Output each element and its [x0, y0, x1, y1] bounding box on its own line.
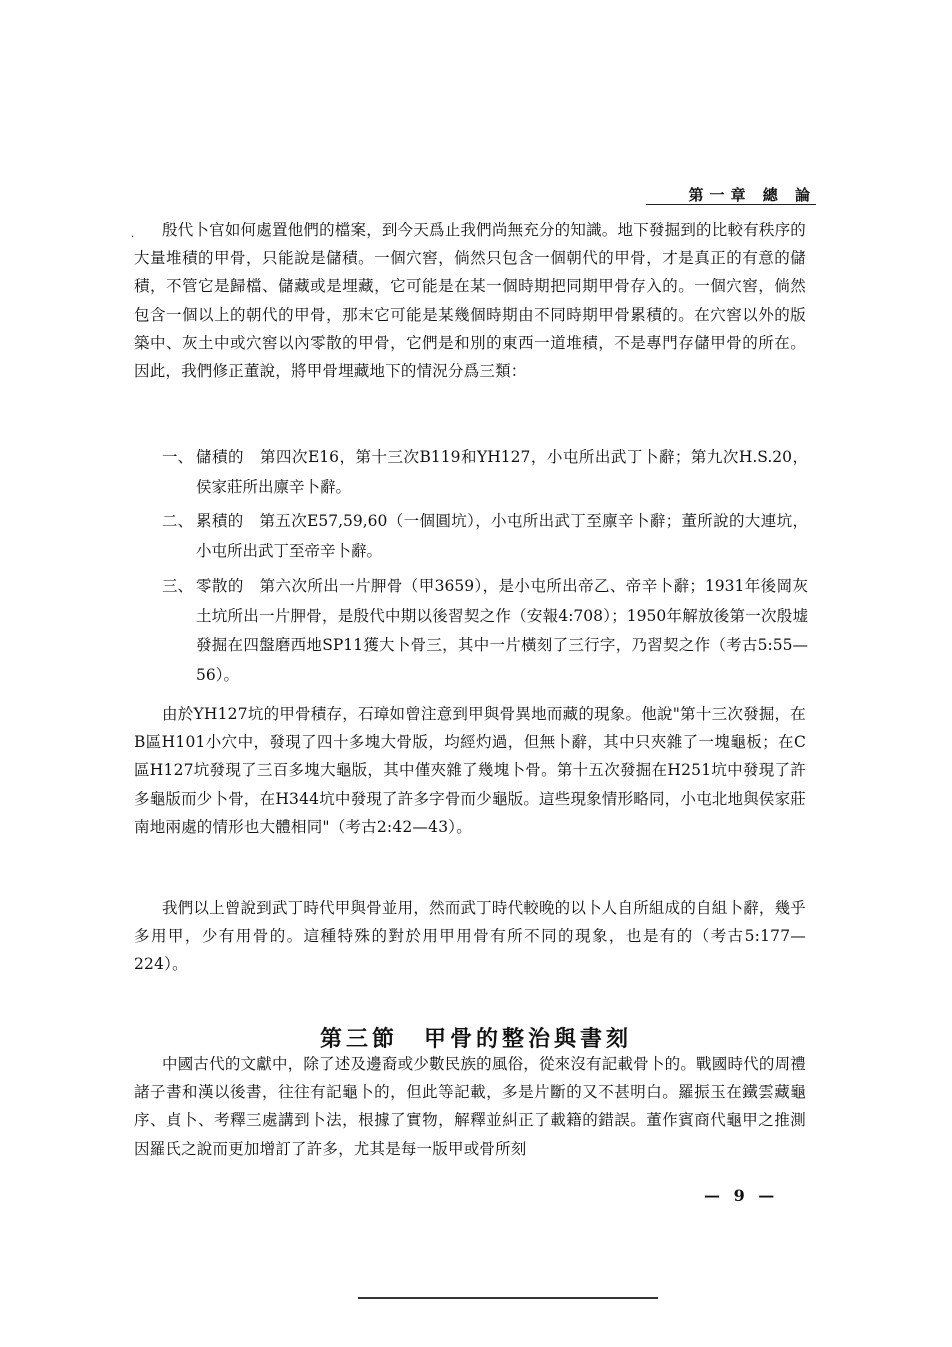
list-item-text: 儲積的 第四次E16，第十三次B119和YH127，小屯所出武丁卜辭；第九次H.S.20，侯家莊所出廪辛卜辭。: [196, 448, 808, 496]
paragraph-section-body: 中國古代的文獻中，除了述及邊裔或少數民族的風俗，從來沒有記載骨卜的。戰國時代的周禮諸子書和漢以後書，往往有記龜卜的，但此等記載，多是片斷的又不甚明白。羅振玉在鐵雲藏龜序、貞卜、考釋三處講到卜法，根據了實物，解釋並糾正了載籍的錯誤。董作賓商代龜甲之推測因羅氏之說而更加增訂了許多，尤其是每一版甲或骨所刻: [134, 1055, 806, 1158]
paragraph-wuding: 我們以上曾說到武丁時代甲與骨並用，然而武丁時代較晚的以卜人自所組成的自組卜辭，幾乎多用甲，少有用骨的。這種特殊的對於用甲用骨有所不同的現象，也是有的（考古5:177—224）。: [134, 899, 806, 974]
running-header: 第一章 總 論: [688, 186, 816, 204]
list-item-number: 一、: [162, 448, 194, 466]
footer-rule: [358, 1297, 658, 1299]
paragraph-intro: 殷代卜官如何處置他們的檔案，到今天爲止我們尚無充分的知識。地下發掘到的比較有秩序的大量堆積的甲骨，只能說是儲積。一個穴窖，倘然只包含一個朝代的甲骨，才是真正的有意的儲積，不管它是歸檔、儲藏或是埋藏，它可能是在某一個時期把同期甲骨存入的。一個穴窖，倘然包含一個以上的朝代的甲骨，那末它可能是某幾個時期由不同時期甲骨累積的。在穴窖以外的版築中、灰土中或穴窖以內零散的甲骨，它們是和別的東西一道堆積，不是專門存儲甲骨的所在。因此，我們修正董說，將甲骨埋藏地下的情況分爲三類：: [134, 221, 806, 381]
list-item-number: 二、: [162, 512, 194, 530]
header-rule: [646, 204, 816, 205]
list-item-number: 三、: [162, 577, 194, 595]
section-title: 第三節 甲骨的整治與書刻: [319, 1026, 632, 1053]
list-item-text: 零散的 第六次所出一片胛骨（甲3659），是小屯所出帝乙、帝辛卜辭；1931年後岡灰土坑所出一片胛骨，是殷代中期以後習契之作（安報4:708）；1950年解放後第一次殷墟發掘在四盤磨西地SP11獲大卜骨三，其中一片橫刻了三行字，乃習契之作（考古5:55—56）。: [196, 577, 808, 684]
margin-mark: ·: [131, 232, 135, 243]
page-number: — 9 —: [704, 1186, 779, 1205]
list-item-text: 累積的 第五次E57,59,60（一個圓坑），小屯所出武丁至廪辛卜辭；董所說的大連坑，小屯所出武丁至帝辛卜辭。: [196, 512, 808, 560]
paragraph-yh127: 由於YH127坑的甲骨積存，石璋如曾注意到甲與骨異地而藏的現象。他說"第十三次發掘，在B區H101小穴中，發現了四十多塊大骨版，均經灼過，但無卜辭，其中只夾雜了一塊龜板；在C區H127坑發現了三百多塊大龜版，其中僅夾雜了幾塊卜骨。第十五次發掘在H251坑中發現了許多龜版而少卜骨，在H344坑中發現了許多字骨而少龜版。這些現象情形略同，小屯北地與侯家莊南地兩處的情形也大體相同"（考古2:42—43）。: [134, 705, 806, 836]
